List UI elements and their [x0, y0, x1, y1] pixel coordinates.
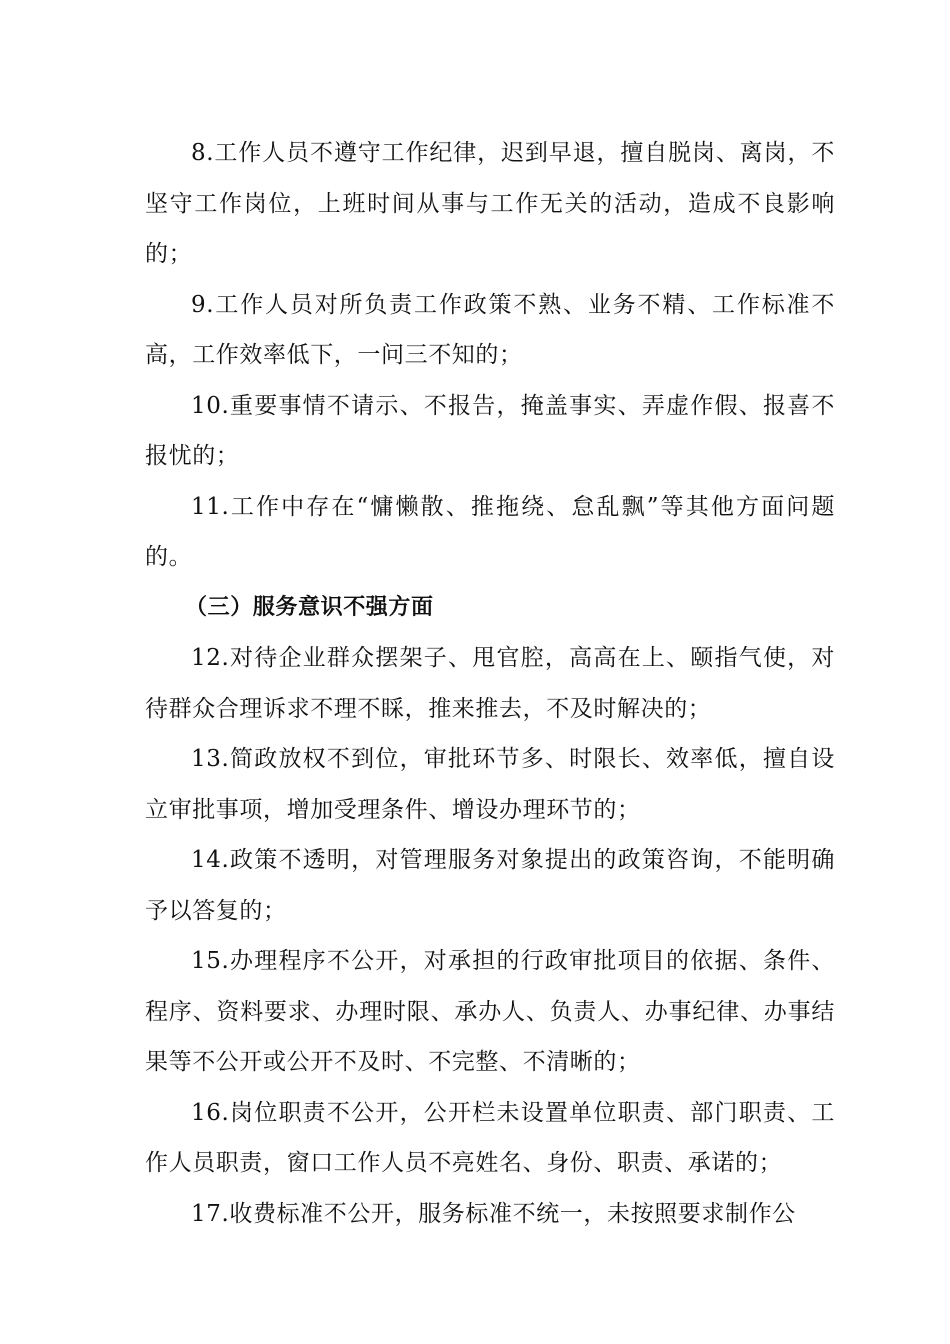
paragraph-item-11: 11.工作中存在“慵懒散、推拖绕、怠乱飘”等其他方面问题的。 — [145, 493, 835, 570]
section-heading-3: （三）服务意识不强方面 — [185, 594, 434, 620]
paragraph-item-8: 8.工作人员不遵守工作纪律，迟到早退，擅自脱岗、离岗，不坚守工作岗位，上班时间从事与工作无关的活动，造成不良影响的； — [145, 140, 835, 267]
paragraph-item-13: 13.简政放权不到位，审批环节多、时限长、效率低，擅自设立审批事项，增加受理条件、增设办理环节的； — [145, 746, 835, 823]
paragraph-item-10: 10.重要事情不请示、不报告，掩盖事实、弄虚作假、报喜不报忧的； — [145, 392, 835, 469]
paragraph-item-14: 14.政策不透明，对管理服务对象提出的政策咨询，不能明确予以答复的； — [145, 847, 835, 924]
document-page — [145, 128, 835, 1239]
paragraph-item-17: 17.收费标准不公开，服务标准不统一，未按照要求制作公 — [191, 1200, 796, 1227]
paragraph-item-15: 15.办理程序不公开，对承担的行政审批项目的依据、条件、程序、资料要求、办理时限、承办人、负责人、办事纪律、办事结果等不公开或公开不及时、不完整、不清晰的； — [145, 948, 835, 1075]
paragraph-item-12: 12.对待企业群众摆架子、甩官腔，高高在上、颐指气使，对待群众合理诉求不理不睬，推来推去，不及时解决的； — [145, 645, 835, 722]
paragraph-item-16: 16.岗位职责不公开，公开栏未设置单位职责、部门职责、工作人员职责，窗口工作人员不亮姓名、身份、职责、承诺的； — [145, 1099, 835, 1176]
paragraph-item-9: 9.工作人员对所负责工作政策不熟、业务不精、工作标准不高，工作效率低下，一问三不知的； — [145, 291, 835, 368]
